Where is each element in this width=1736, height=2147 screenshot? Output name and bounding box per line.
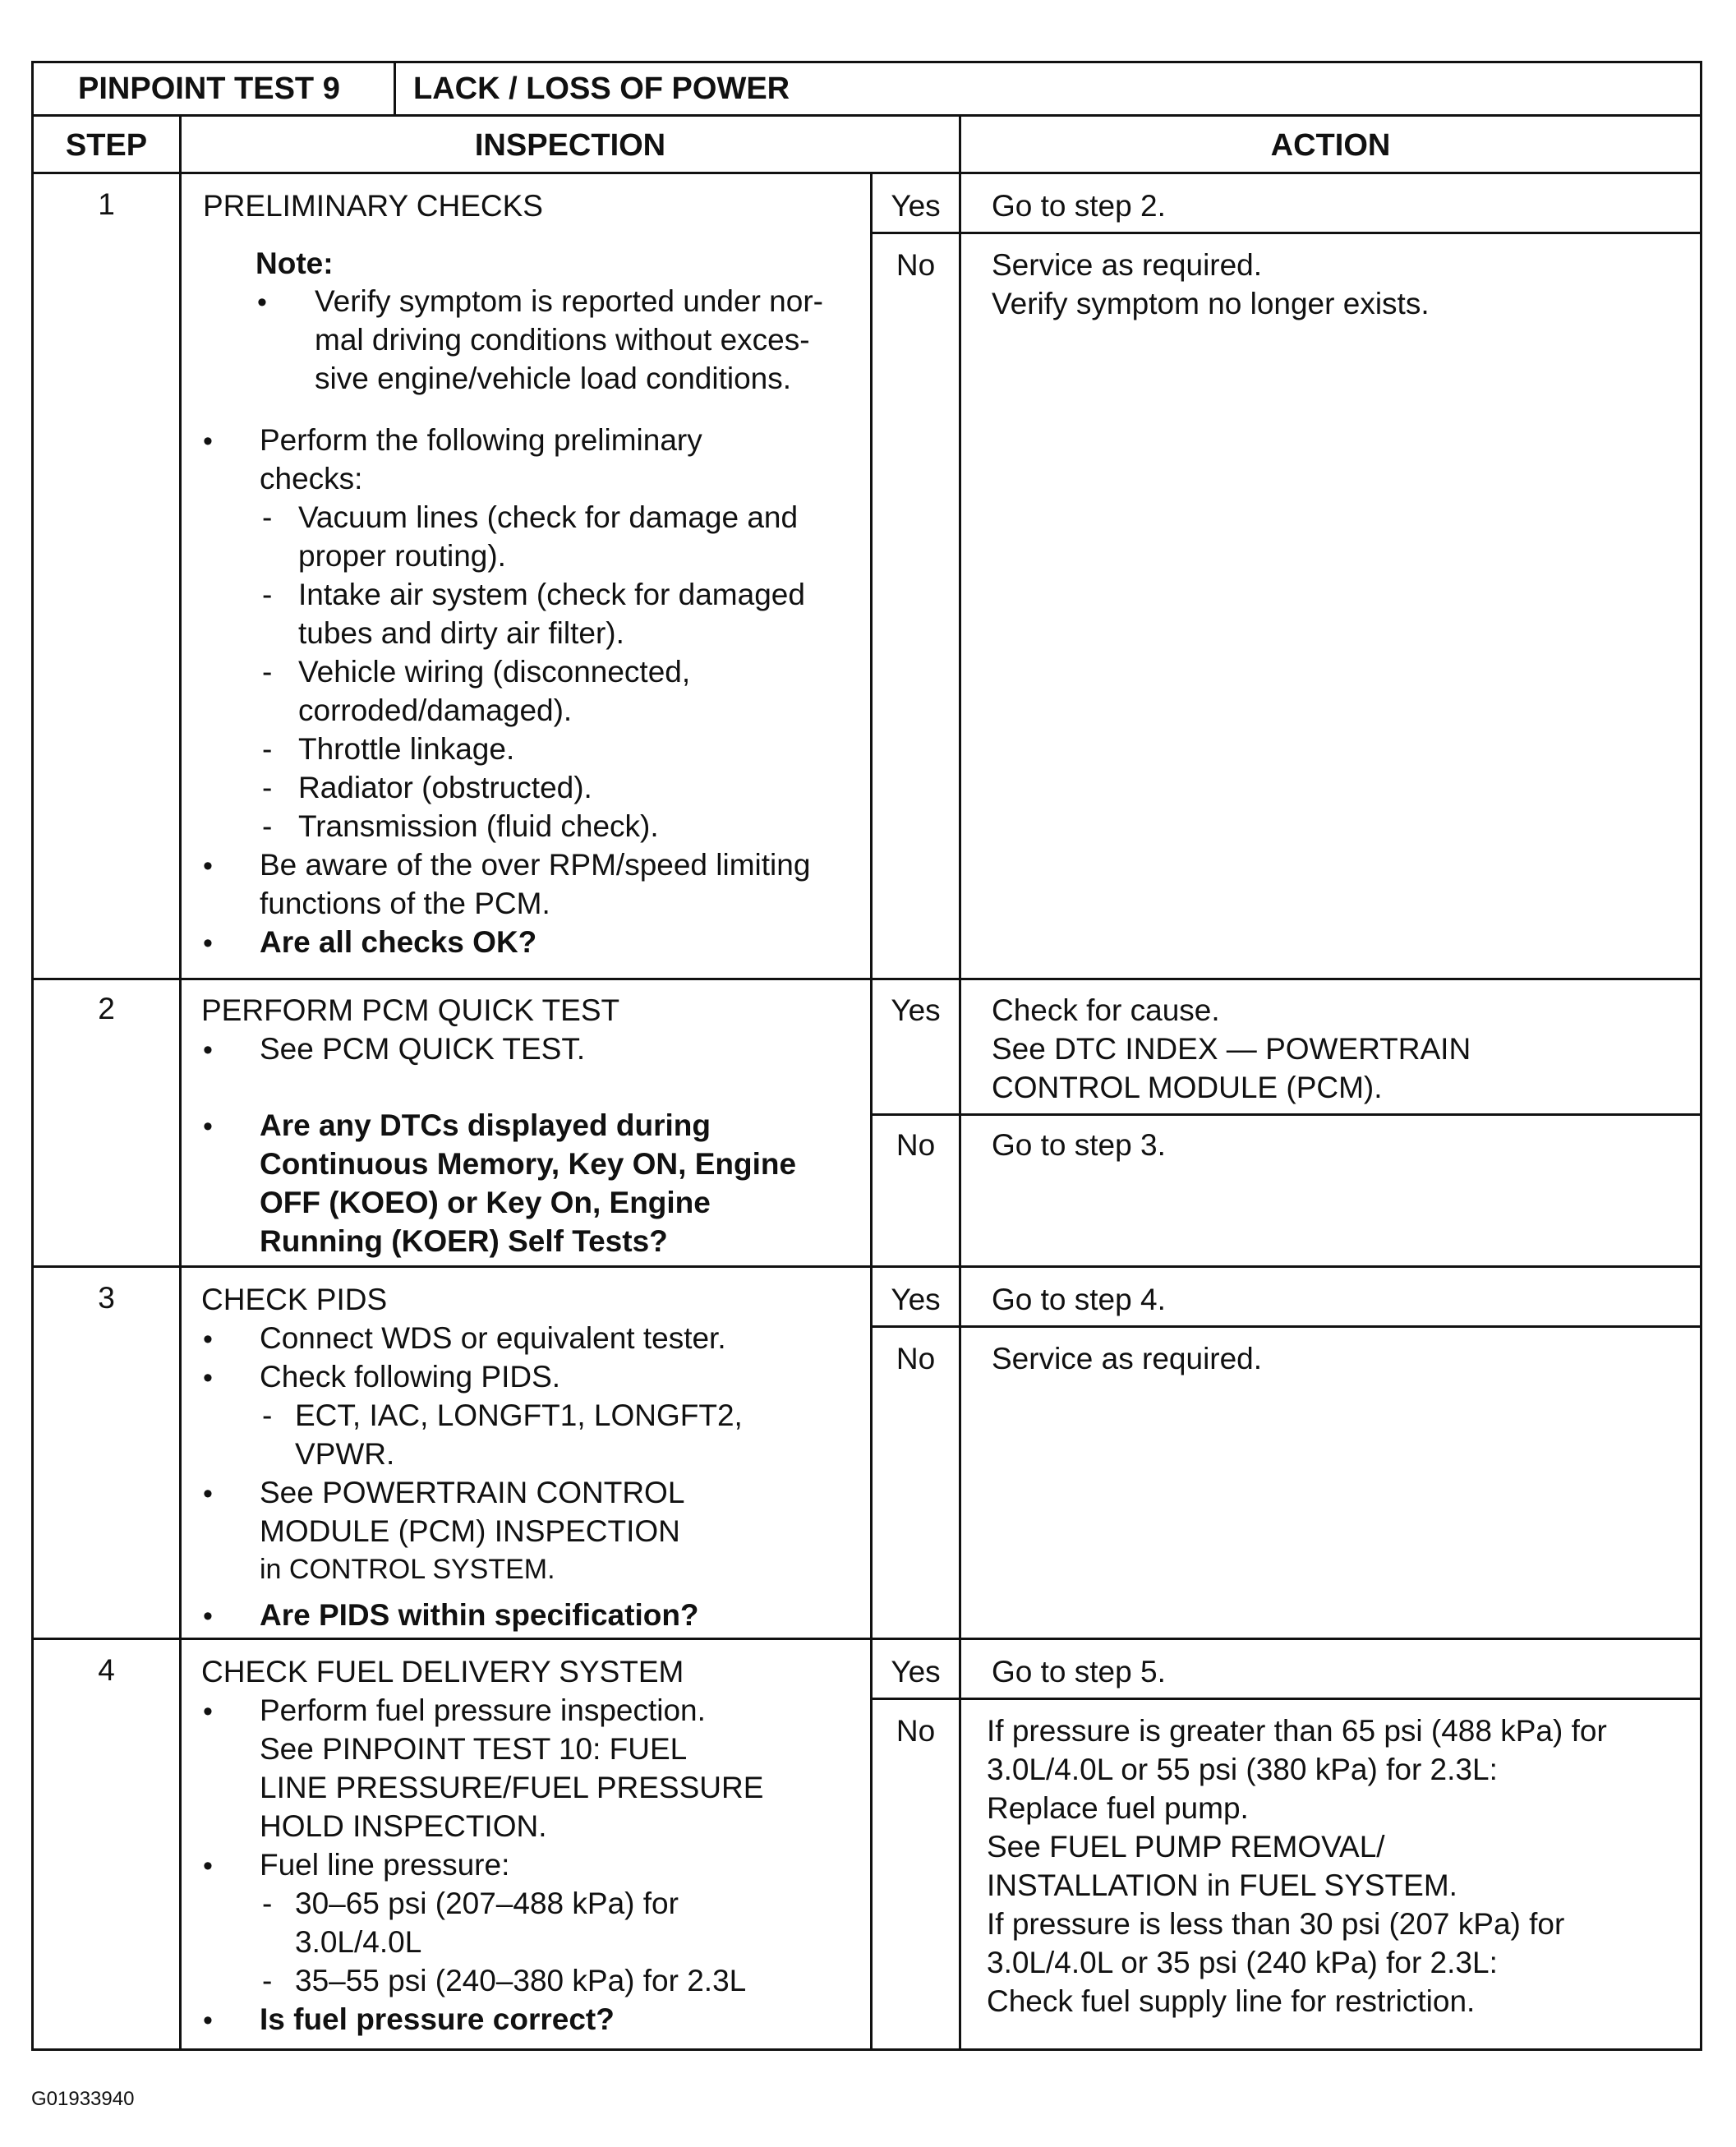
step-4-no-action: See FUEL PUMP REMOVAL/ [987,1830,1385,1864]
step-1-bullet-line: functions of the PCM. [260,887,550,920]
step-2-question-line: Continuous Memory, Key ON, Engine [260,1147,797,1181]
step-2-title: PERFORM PCM QUICK TEST [201,993,620,1027]
step-3-bullet-line: MODULE (PCM) INSPECTION [260,1514,680,1548]
test-label: PINPOINT TEST 9 [78,71,340,106]
step-1-question: Are all checks OK? [260,925,537,959]
step-4-bullet-line: See PINPOINT TEST 10: FUEL [260,1732,688,1766]
step-2-no-action: Go to step 3. [992,1128,1166,1162]
dash: - [262,1398,273,1432]
step-1-check-line: proper routing). [298,539,506,573]
step-3-yes: Yes [891,1283,941,1316]
rule-step1-yes [870,232,1700,234]
step-4-title: CHECK FUEL DELIVERY SYSTEM [201,1655,684,1689]
step-4-no-action: If pressure is less than 30 psi (207 kPa) for [987,1907,1565,1941]
pinpoint-test-table [31,61,1702,2051]
step-3-pids-line: ECT, IAC, LONGFT1, LONGFT2, [295,1398,743,1432]
step-4-bullet: Fuel line pressure: [260,1848,510,1882]
step-1-no: No [896,248,936,282]
step-4-bullet-line: Perform fuel pressure inspection. [260,1693,706,1727]
step-4-number: 4 [98,1653,115,1687]
step-2-yes: Yes [891,993,941,1027]
rule-title-divider [394,63,396,114]
dash: - [262,809,273,843]
step-4-no-action: 3.0L/4.0L or 55 psi (380 kPa) for 2.3L: [987,1753,1498,1786]
step-2-question-line: OFF (KOEO) or Key On, Engine [260,1186,711,1219]
rule-step2-yes [870,1113,1700,1116]
rule-step3-bottom [34,1638,1700,1640]
step-4-no-action: INSTALLATION in FUEL SYSTEM. [987,1868,1457,1902]
header-action: ACTION [1270,128,1391,163]
step-1-bullet-line: Perform the following preliminary [260,423,702,457]
step-4-range-line: 30–65 psi (207–488 kPa) for [295,1887,679,1920]
test-title: LACK / LOSS OF POWER [413,71,790,106]
step-1-title: PRELIMINARY CHECKS [203,189,543,223]
step-4-no: No [896,1714,936,1748]
step-2-yes-action: Check for cause. [992,993,1220,1027]
step-1-yes-action: Go to step 2. [992,189,1166,223]
step-1-check-line: tubes and dirty air filter). [298,616,624,650]
step-1-check-line: Vehicle wiring (disconnected, [298,655,691,689]
dash: - [262,771,273,804]
step-4-no-action: Check fuel supply line for restriction. [987,1984,1476,2018]
step-4-no-action: Replace fuel pump. [987,1791,1249,1825]
step-2-yes-action: See DTC INDEX — POWERTRAIN [992,1032,1471,1066]
step-2-no: No [896,1128,936,1162]
step-2-bullet: See PCM QUICK TEST. [260,1032,586,1066]
step-4-bullet-line: LINE PRESSURE/FUEL PRESSURE [260,1771,764,1804]
rule-step4-yes [870,1698,1700,1700]
step-1-bullet-line: checks: [260,462,363,495]
header-inspection: INSPECTION [474,128,666,163]
header-step: STEP [65,128,148,163]
step-4-no-action: 3.0L/4.0L or 35 psi (240 kPa) for 2.3L: [987,1946,1498,1979]
dash: - [262,578,273,611]
bullet: • [203,1696,213,1727]
step-3-bullet: Check following PIDS. [260,1360,561,1394]
rule-title-bottom [34,114,1700,117]
step-4-yes-action: Go to step 5. [992,1655,1166,1689]
bullet: • [257,287,267,318]
bullet: • [203,850,213,882]
rule-header-bottom [34,172,1700,174]
step-1-yes: Yes [891,189,941,223]
step-3-pids-line: VPWR. [295,1437,395,1471]
bullet: • [203,1362,213,1394]
step-1-check-line: Throttle linkage. [298,732,515,766]
dash: - [262,732,273,766]
bullet: • [203,1034,213,1066]
bullet: • [203,1324,213,1355]
rule-step2-bottom [34,1265,1700,1268]
step-1-no-action: Service as required. [992,248,1263,282]
step-2-number: 2 [98,992,115,1025]
step-4-no-action: If pressure is greater than 65 psi (488 kPa) for [987,1714,1607,1748]
step-3-number: 3 [98,1281,115,1315]
step-2-yes-action: CONTROL MODULE (PCM). [992,1071,1383,1104]
bullet: • [203,1601,213,1632]
step-3-bullet-line: in CONTROL SYSTEM. [260,1554,555,1585]
step-1-check-line: Intake air system (check for damaged [298,578,805,611]
rule-step-column [179,114,182,2048]
step-4-yes: Yes [891,1655,941,1689]
step-1-note-line: Verify symptom is reported under nor- [315,284,823,318]
dash: - [262,1887,273,1920]
step-3-no-action: Service as required. [992,1342,1263,1375]
bullet: • [203,1111,213,1142]
step-2-question-line: Running (KOER) Self Tests? [260,1224,668,1258]
step-3-no: No [896,1342,936,1375]
bullet: • [203,1850,213,1882]
step-1-check-line: corroded/damaged). [298,693,573,727]
step-1-check-line: Radiator (obstructed). [298,771,592,804]
bullet: • [203,1478,213,1509]
step-3-yes-action: Go to step 4. [992,1283,1166,1316]
step-1-check-line: Vacuum lines (check for damage and [298,500,799,534]
step-1-no-action: Verify symptom no longer exists. [992,287,1430,320]
step-4-range-line: 3.0L/4.0L [295,1925,422,1959]
bullet: • [203,928,213,959]
step-2-question-line: Are any DTCs displayed during [260,1108,711,1142]
rule-step1-bottom [34,978,1700,980]
step-4-bullet-line: HOLD INSPECTION. [260,1809,547,1843]
step-1-check-line: Transmission (fluid check). [298,809,659,843]
step-3-bullet-line: See POWERTRAIN CONTROL [260,1476,685,1509]
rule-step3-yes [870,1325,1700,1328]
step-4-range-line: 35–55 psi (240–380 kPa) for 2.3L [295,1964,747,1997]
step-3-bullet: Connect WDS or equivalent tester. [260,1321,726,1355]
step-1-note-line: sive engine/vehicle load conditions. [315,362,792,395]
bullet: • [203,2005,213,2036]
step-3-title: CHECK PIDS [201,1283,388,1316]
dash: - [262,1964,273,1997]
figure-id: G01933940 [31,2088,135,2110]
rule-answer-left [870,172,873,2048]
step-4-question: Is fuel pressure correct? [260,2002,615,2036]
step-1-note-label: Note: [256,246,334,280]
step-1-note-line: mal driving conditions without exces- [315,323,810,357]
step-3-question: Are PIDS within specification? [260,1598,699,1632]
bullet: • [203,426,213,457]
dash: - [262,500,273,534]
step-1-number: 1 [98,187,115,221]
rule-action-column [959,114,961,2048]
step-1-bullet-line: Be aware of the over RPM/speed limiting [260,848,811,882]
dash: - [262,655,273,689]
